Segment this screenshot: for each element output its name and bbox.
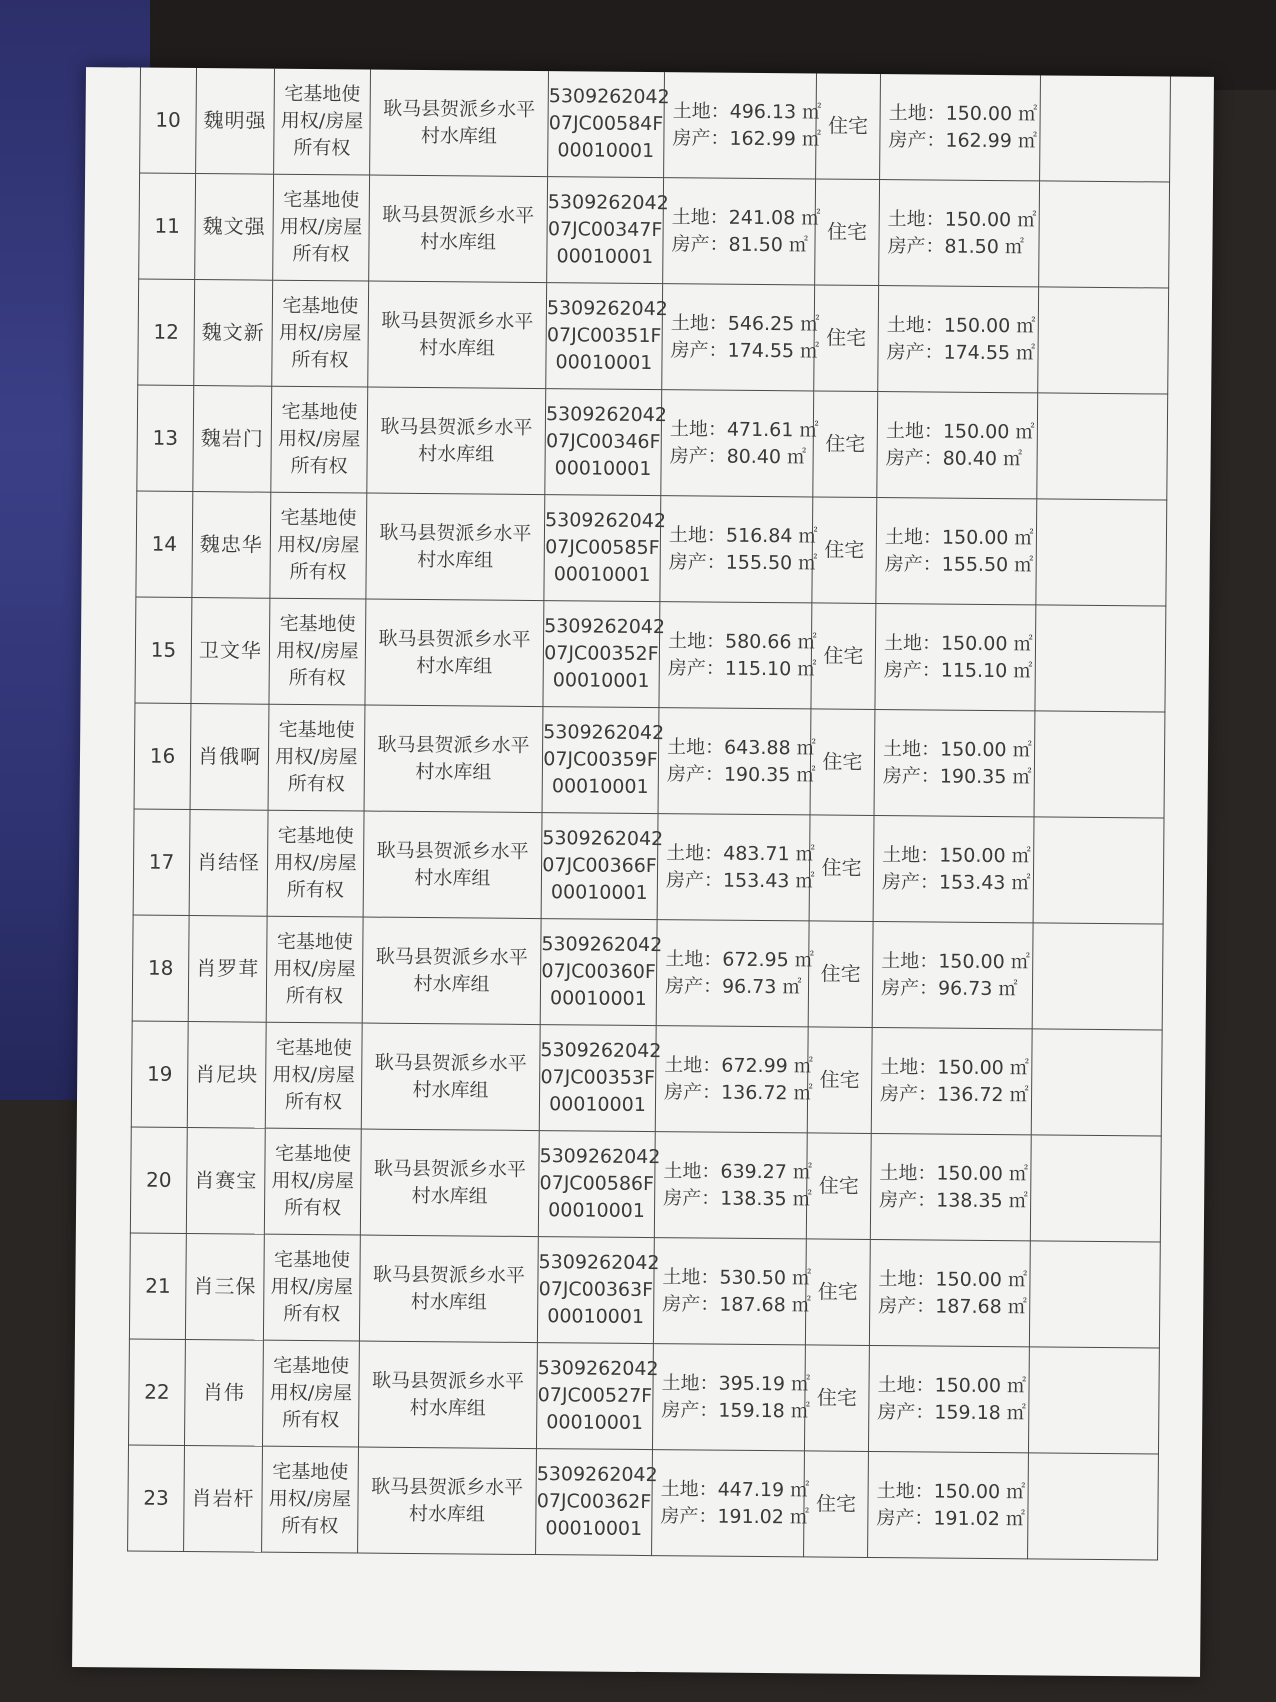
row-number-cell: 15 <box>135 597 192 703</box>
area-house-value: 房产：153.43 ㎡ <box>665 868 815 892</box>
confirmed-house-value: 房产：187.68 ㎡ <box>878 1294 1027 1318</box>
confirmed-area-cell <box>879 180 1040 287</box>
confirmed-area-cell <box>873 815 1034 922</box>
row-number-cell: 12 <box>138 279 195 385</box>
remark-cell <box>1035 605 1166 712</box>
area-cell <box>657 814 815 921</box>
row-number-cell: 23 <box>128 1445 185 1551</box>
right-type-cell: 宅基地使 用权/房屋 所有权 <box>262 1340 359 1447</box>
location-cell: 耿马县贺派乡水平 村水库组 <box>366 493 545 601</box>
location-cell: 耿马县贺派乡水平 村水库组 <box>361 1023 540 1131</box>
area-land-value: 土地：580.66 ㎡ <box>667 629 817 653</box>
unit-code-cell: 5309262042 07JC00363F 00010001 <box>537 1237 654 1344</box>
row-number-cell: 21 <box>129 1233 186 1339</box>
row-number-cell: 10 <box>140 68 197 174</box>
confirmed-area-cell <box>869 1239 1030 1346</box>
area-land-value: 土地：546.25 ㎡ <box>670 311 820 335</box>
owner-name-cell: 魏岩门 <box>193 386 272 493</box>
area-land-value: 土地：395.19 ㎡ <box>661 1371 811 1395</box>
usage-cell: 住宅 <box>812 497 877 604</box>
area-cell <box>661 390 819 497</box>
area-land-value: 土地：241.08 ㎡ <box>671 205 821 229</box>
unit-code-cell: 5309262042 07JC00351F 00010001 <box>546 283 663 390</box>
table-row <box>136 491 1167 606</box>
usage-cell: 住宅 <box>807 1027 872 1134</box>
row-number-cell: 11 <box>139 173 196 279</box>
confirmed-house-value: 房产：136.72 ㎡ <box>879 1082 1029 1106</box>
location-cell: 耿马县贺派乡水平 村水库组 <box>358 1341 537 1449</box>
right-type-cell: 宅基地使 用权/房屋 所有权 <box>266 916 363 1023</box>
area-house-value: 房产：136.72 ㎡ <box>664 1080 813 1104</box>
confirmed-land-value: 土地：150.00 ㎡ <box>885 419 1035 443</box>
usage-cell: 住宅 <box>809 815 874 922</box>
area-house-value: 房产：81.50 ㎡ <box>671 232 809 256</box>
right-type-cell: 宅基地使 用权/房屋 所有权 <box>274 69 371 175</box>
unit-code-cell: 5309262042 07JC00584F 00010001 <box>548 71 665 178</box>
confirmed-house-value: 房产：115.10 ㎡ <box>883 658 1033 682</box>
usage-cell: 住宅 <box>808 921 873 1028</box>
unit-code-cell: 5309262042 07JC00347F 00010001 <box>547 177 664 284</box>
row-number-cell: 20 <box>130 1127 187 1233</box>
confirmed-land-value: 土地：150.00 ㎡ <box>883 737 1032 761</box>
confirmed-house-value: 房产：96.73 ㎡ <box>880 976 1018 1000</box>
usage-cell: 住宅 <box>806 1133 871 1240</box>
confirmed-house-value: 房产：159.18 ㎡ <box>877 1400 1026 1424</box>
property-record-table <box>127 68 1171 1561</box>
area-house-value: 房产：187.68 ㎡ <box>662 1292 811 1316</box>
confirmed-land-value: 土地：150.00 ㎡ <box>879 1161 1029 1185</box>
area-land-value: 土地：672.95 ㎡ <box>665 947 814 971</box>
unit-code-cell: 5309262042 07JC00353F 00010001 <box>539 1025 656 1132</box>
area-house-value: 房产：138.35 ㎡ <box>663 1186 812 1210</box>
confirmed-area-cell <box>876 497 1037 604</box>
area-cell <box>652 1344 811 1451</box>
area-land-value: 土地：672.99 ㎡ <box>664 1053 813 1077</box>
right-type-cell: 宅基地使 用权/房屋 所有权 <box>264 1128 361 1235</box>
area-cell <box>654 1132 813 1239</box>
row-number-cell: 22 <box>128 1339 185 1445</box>
area-land-value: 土地：471.61 ㎡ <box>669 417 819 441</box>
remark-cell <box>1038 287 1169 394</box>
unit-code-cell: 5309262042 07JC00352F 00010001 <box>543 601 660 708</box>
table-row <box>133 809 1164 924</box>
location-cell: 耿马县贺派乡水平 村水库组 <box>364 705 543 813</box>
table-row <box>138 279 1169 394</box>
area-house-value: 房产：162.99 ㎡ <box>672 126 822 150</box>
owner-name-cell: 魏忠华 <box>192 492 271 599</box>
unit-code-cell: 5309262042 07JC00585F 00010001 <box>544 495 661 602</box>
owner-name-cell: 肖伟 <box>184 1339 263 1446</box>
area-land-value: 土地：483.71 ㎡ <box>666 841 815 865</box>
location-cell: 耿马县贺派乡水平 村水库组 <box>369 175 548 283</box>
area-cell <box>663 178 821 285</box>
unit-code-cell: 5309262042 07JC00362F 00010001 <box>536 1449 653 1556</box>
table-row <box>139 173 1170 288</box>
owner-name-cell: 卫文华 <box>191 598 270 705</box>
table-row <box>135 597 1166 712</box>
usage-cell: 住宅 <box>810 709 875 816</box>
location-cell: 耿马县贺派乡水平 村水库组 <box>367 387 546 495</box>
owner-name-cell: 魏文强 <box>195 174 274 281</box>
remark-cell <box>1039 181 1170 288</box>
usage-cell: 住宅 <box>811 603 876 710</box>
table-row <box>130 1127 1161 1242</box>
confirmed-house-value: 房产：162.99 ㎡ <box>888 128 1038 152</box>
usage-cell: 住宅 <box>805 1239 870 1346</box>
table-row <box>131 1021 1162 1136</box>
confirmed-area-cell <box>875 603 1036 710</box>
document-page <box>72 67 1214 1677</box>
area-house-value: 房产：155.50 ㎡ <box>668 550 818 574</box>
location-cell: 耿马县贺派乡水平 村水库组 <box>370 70 549 177</box>
remark-cell <box>1040 75 1171 182</box>
area-land-value: 土地：496.13 ㎡ <box>672 99 822 123</box>
owner-name-cell: 肖岩杆 <box>184 1445 263 1552</box>
row-number-cell: 16 <box>134 703 191 809</box>
owner-name-cell: 肖罗茸 <box>188 916 267 1023</box>
area-land-value: 土地：447.19 ㎡ <box>660 1477 810 1501</box>
confirmed-house-value: 房产：138.35 ㎡ <box>879 1188 1028 1212</box>
usage-cell: 住宅 <box>815 179 880 286</box>
area-house-value: 房产：191.02 ㎡ <box>660 1504 810 1528</box>
remark-cell <box>1030 1135 1161 1242</box>
owner-name-cell: 魏文新 <box>194 280 273 387</box>
area-land-value: 土地：643.88 ㎡ <box>667 735 816 759</box>
right-type-cell: 宅基地使 用权/房屋 所有权 <box>271 386 368 493</box>
right-type-cell: 宅基地使 用权/房屋 所有权 <box>270 492 367 599</box>
location-cell: 耿马县贺派乡水平 村水库组 <box>360 1129 539 1237</box>
confirmed-house-value: 房产：155.50 ㎡ <box>884 552 1034 576</box>
unit-code-cell: 5309262042 07JC00527F 00010001 <box>536 1343 653 1450</box>
table-row <box>128 1339 1159 1454</box>
owner-name-cell: 肖俄啊 <box>190 704 269 811</box>
right-type-cell: 宅基地使 用权/房屋 所有权 <box>268 704 365 811</box>
table-row <box>134 703 1165 818</box>
area-cell <box>656 920 814 1027</box>
confirmed-land-value: 土地：150.00 ㎡ <box>881 949 1030 973</box>
table-row <box>140 68 1171 182</box>
confirmed-house-value: 房产：153.43 ㎡ <box>881 870 1031 894</box>
confirmed-area-cell <box>872 921 1033 1028</box>
remark-cell <box>1034 711 1165 818</box>
confirmed-area-cell <box>870 1133 1031 1240</box>
area-house-value: 房产：174.55 ㎡ <box>670 338 820 362</box>
table-row <box>132 915 1163 1030</box>
area-house-value: 房产：159.18 ㎡ <box>661 1398 810 1422</box>
location-cell: 耿马县贺派乡水平 村水库组 <box>358 1447 537 1555</box>
unit-code-cell: 5309262042 07JC00360F 00010001 <box>540 919 657 1026</box>
unit-code-cell: 5309262042 07JC00359F 00010001 <box>542 707 659 814</box>
area-cell <box>660 496 818 603</box>
area-house-value: 房产：80.40 ㎡ <box>669 444 807 468</box>
right-type-cell: 宅基地使 用权/房屋 所有权 <box>267 810 364 917</box>
confirmed-land-value: 土地：150.00 ㎡ <box>884 525 1034 549</box>
confirmed-house-value: 房产：174.55 ㎡ <box>886 340 1036 364</box>
confirmed-area-cell <box>868 1345 1029 1452</box>
remark-cell <box>1033 817 1164 924</box>
unit-code-cell: 5309262042 07JC00586F 00010001 <box>538 1131 655 1238</box>
confirmed-house-value: 房产：80.40 ㎡ <box>885 446 1023 470</box>
location-cell: 耿马县贺派乡水平 村水库组 <box>365 599 544 707</box>
usage-cell: 住宅 <box>814 285 879 392</box>
area-cell <box>655 1026 813 1133</box>
area-cell <box>664 72 822 179</box>
location-cell: 耿马县贺派乡水平 村水库组 <box>359 1235 538 1343</box>
area-cell <box>658 708 816 815</box>
right-type-cell: 宅基地使 用权/房屋 所有权 <box>265 1022 362 1129</box>
owner-name-cell: 肖尼块 <box>187 1022 266 1129</box>
right-type-cell: 宅基地使 用权/房屋 所有权 <box>263 1234 360 1341</box>
table-row <box>128 1445 1159 1560</box>
right-type-cell: 宅基地使 用权/房屋 所有权 <box>272 280 369 387</box>
remark-cell <box>1029 1241 1160 1348</box>
confirmed-land-value: 土地：150.00 ㎡ <box>876 1479 1026 1503</box>
location-cell: 耿马县贺派乡水平 村水库组 <box>363 811 542 919</box>
unit-code-cell: 5309262042 07JC00346F 00010001 <box>545 389 662 496</box>
remark-cell <box>1032 923 1163 1030</box>
owner-name-cell: 肖结怪 <box>189 810 268 917</box>
table-row <box>129 1233 1160 1348</box>
confirmed-land-value: 土地：150.00 ㎡ <box>888 101 1038 125</box>
area-house-value: 房产：190.35 ㎡ <box>666 762 816 786</box>
remark-cell <box>1037 393 1168 500</box>
area-cell <box>662 284 820 391</box>
area-cell <box>659 602 817 709</box>
right-type-cell: 宅基地使 用权/房屋 所有权 <box>269 598 366 705</box>
remark-cell <box>1028 1347 1159 1454</box>
right-type-cell: 宅基地使 用权/房屋 所有权 <box>262 1446 359 1553</box>
confirmed-land-value: 土地：150.00 ㎡ <box>887 207 1037 231</box>
area-land-value: 土地：530.50 ㎡ <box>662 1265 812 1289</box>
confirmed-land-value: 土地：150.00 ㎡ <box>878 1267 1028 1291</box>
confirmed-area-cell <box>874 709 1035 816</box>
area-cell <box>652 1450 810 1557</box>
remark-cell <box>1031 1029 1162 1136</box>
location-cell: 耿马县贺派乡水平 村水库组 <box>362 917 541 1025</box>
usage-cell: 住宅 <box>804 1345 869 1452</box>
right-type-cell: 宅基地使 用权/房屋 所有权 <box>273 174 370 281</box>
confirmed-area-cell <box>880 74 1041 181</box>
area-land-value: 土地：516.84 ㎡ <box>668 523 818 547</box>
confirmed-area-cell <box>877 391 1038 498</box>
table-row <box>137 385 1168 500</box>
unit-code-cell: 5309262042 07JC00366F 00010001 <box>541 813 658 920</box>
row-number-cell: 17 <box>133 809 190 915</box>
confirmed-land-value: 土地：150.00 ㎡ <box>886 313 1036 337</box>
confirmed-land-value: 土地：150.00 ㎡ <box>883 631 1033 655</box>
row-number-cell: 14 <box>136 491 193 597</box>
remark-cell <box>1028 1453 1159 1560</box>
confirmed-house-value: 房产：191.02 ㎡ <box>876 1506 1026 1530</box>
area-land-value: 土地：639.27 ㎡ <box>663 1159 813 1183</box>
usage-cell: 住宅 <box>813 391 878 498</box>
confirmed-area-cell <box>868 1451 1029 1558</box>
owner-name-cell: 肖赛宝 <box>186 1128 265 1235</box>
confirmed-land-value: 土地：150.00 ㎡ <box>877 1373 1027 1397</box>
usage-cell: 住宅 <box>816 73 881 179</box>
location-cell: 耿马县贺派乡水平 村水库组 <box>368 281 547 389</box>
confirmed-area-cell <box>878 286 1039 393</box>
confirmed-house-value: 房产：81.50 ㎡ <box>887 234 1025 258</box>
row-number-cell: 18 <box>132 915 189 1021</box>
area-cell <box>653 1238 812 1345</box>
row-number-cell: 13 <box>137 385 194 491</box>
usage-cell: 住宅 <box>804 1451 869 1558</box>
confirmed-land-value: 土地：150.00 ㎡ <box>882 843 1031 867</box>
row-number-cell: 19 <box>131 1021 188 1127</box>
confirmed-area-cell <box>871 1027 1032 1134</box>
owner-name-cell: 魏明强 <box>196 68 275 174</box>
remark-cell <box>1036 499 1167 606</box>
confirmed-house-value: 房产：190.35 ㎡ <box>882 764 1032 788</box>
area-house-value: 房产：115.10 ㎡ <box>667 656 817 680</box>
confirmed-land-value: 土地：150.00 ㎡ <box>880 1055 1029 1079</box>
owner-name-cell: 肖三保 <box>185 1233 264 1340</box>
area-house-value: 房产：96.73 ㎡ <box>664 974 802 998</box>
